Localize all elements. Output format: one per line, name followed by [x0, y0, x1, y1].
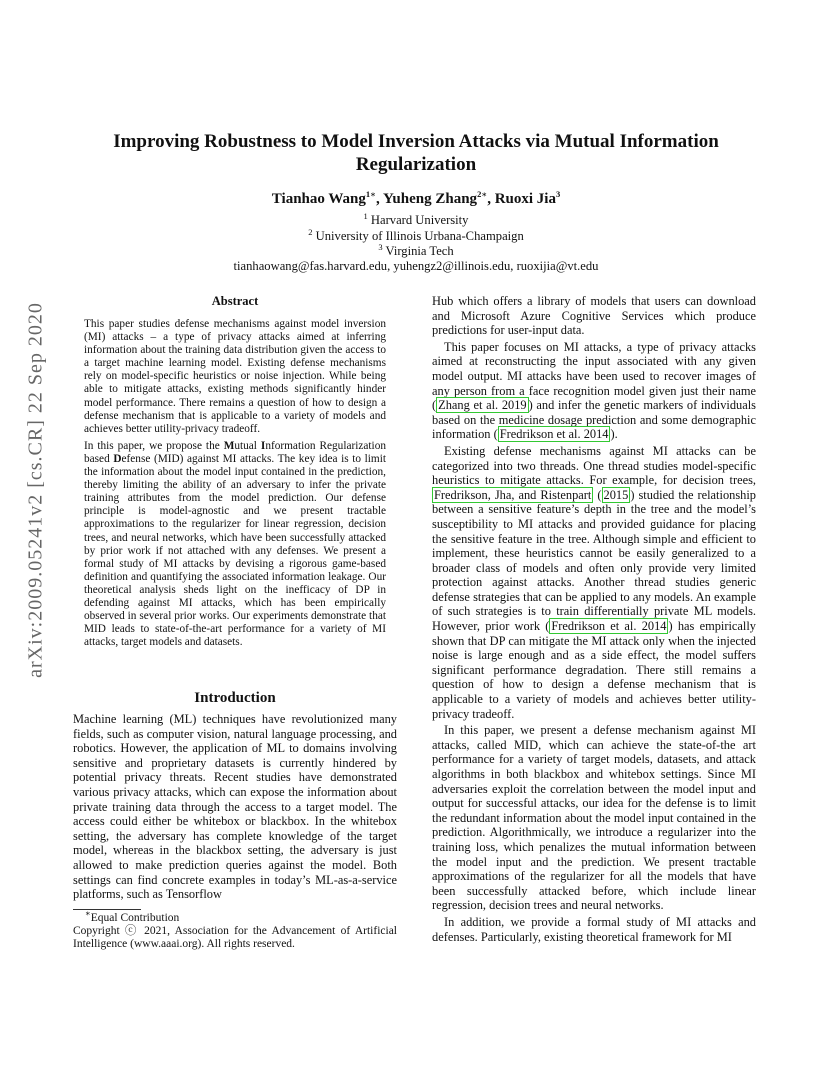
intro-text [73, 712, 397, 904]
affiliation-name: University of Illinois Urbana-Champaign [315, 229, 524, 243]
author-emails: tianhaowang@fas.harvard.edu, yuhengz2@illinois.edu, ruoxijia@vt.edu [233, 259, 599, 273]
affiliation [90, 241, 742, 259]
abstract-heading: Abstract [211, 294, 259, 308]
body-paragraph: Hub which offers a library of models that users can download and Microsoft Azure Cognitive Services which produce predictions for user-input data. [432, 294, 756, 338]
author-name: Tianhao Wang [271, 191, 366, 207]
body-paragraph: This paper focuses on MI attacks, a type of privacy attacks aimed at reconstructing the input associated with any given model output. MI attacks have been used to recover images of any person from a face recognition model given just their name ( Zhang et al. 2019 ) and infer the genetic markers of individuals based on the medicine dosage prediction and some demographic information ( Fredrikson et al. 2014 ). [432, 339, 756, 442]
arxiv-identifier: arXiv:2009.05241v2 [cs.CR] 22 Sep 2020 [24, 302, 47, 678]
author-mark: 2∗ [477, 189, 488, 199]
affiliation-name: Harvard University [370, 213, 469, 227]
abstract-paragraph: This paper studies defense mechanisms against model inversion (MI) attacks – a type of privacy attacks aimed at inferring information about the training data distribution given the access to a target machine learning model. Existing defense mechanisms rely on model-specific heuristics or noise injection. While being able to mitigate attacks, existing methods significantly hinder model performance. There remains a question of how to design a defense mechanism that is applicable to a variety of models and achieves better utility-privacy tradeoff. [84, 318, 386, 435]
author-mark: 3 [555, 189, 561, 199]
affiliation-mark: 1 [363, 210, 368, 221]
footnote-equal-contribution: ∗Equal Contribution [85, 908, 180, 924]
abstract-body [73, 318, 397, 653]
citation-link[interactable]: Fredrikson et al. 2014 [551, 619, 667, 634]
author-list: Tianhao Wang$^{1∗}$, Yuheng Zhang$^{2∗}$, Ruoxi Jia$^3$ [271, 189, 561, 207]
body-paragraph: Machine learning (ML) techniques have revolutionized many fields, such as computer vision, natural language processing, and robotics. However, the application of ML to domains involving sensitive and proprietary datasets is currently hindered by potential privacy threats. Recent studies have demonstrated various privacy attacks, which can expose the information about private training data through the access to a target model. The access could either be whitebox or blackbox. In the whitebox setting, the adversary has complete knowledge of the target model, whereas in the blackbox setting, the adversary is just allowed to make prediction queries against the model. Both settings can find concrete examples in today’s ML-as-a-service platforms, such as Tensorflow [73, 712, 397, 902]
citation-link[interactable]: Zhang et al. 2019 [438, 398, 527, 413]
author-name: Ruoxi Jia [494, 191, 556, 207]
author-name: Yuheng Zhang [382, 191, 478, 207]
body-paragraph: Existing defense mechanisms against MI attacks can be categorized into two threads. One thread studies model-specific heuristics to mitigate attacks. For example, for decision trees, Fredrikson, Jha, and Ristenpart ( 2015 ) studied the relationship between a sensitive feature’s depth in the tree and the model’s susceptibility to MI attacks and provided guidance for placing the sensitive feature in the tree. Although simple and efficient to implement, these heuristics cannot be easily generalized to a broader class of models and often only provide very limited protection against attacks. Another thread studies generic defense strategies that can be applied to any models. An example of such strategies is to train differentially private ML models. However, prior work ( Fredrikson et al. 2014 ) has empirically shown that DP can mitigate the MI attack only when the injected noise is large enough and as a side effect, the model suffers significant performance degradation. There still remains a question of how to design a defense mechanism that is applicable to a variety of models and achieves better utility-privacy tradeoff. [432, 443, 756, 721]
citation-link[interactable]: Fredrikson, Jha, and Ristenpart [434, 487, 592, 502]
footnote-rule [73, 909, 141, 910]
citation-link[interactable]: Fredrikson et al. 2014 [499, 427, 609, 442]
author-mark: 1∗ [365, 189, 377, 199]
right-column [432, 294, 756, 946]
affiliation [90, 226, 742, 244]
section-heading: Introduction [194, 690, 276, 706]
affiliation-mark: 3 [378, 241, 383, 252]
affiliation-mark: 2 [308, 226, 313, 237]
citation-link[interactable]: 2015 [603, 487, 629, 502]
abstract-paragraph: In this paper, we propose the Mutual Information Regularization based Defense (MID) against MI attacks. The key idea is to limit the information about the model input contained in the prediction, thereby limiting the ability of an adversary to infer the private training attributes from the model prediction. Our defense principle is model-agnostic and we present tractable approximations to the regularizer for linear regression, decision trees, and neural networks, which have been successfully attacked by prior work if not attached with any defenses. We present a formal study of MI attacks by devising a rigorous game-based definition and quantifying the associated information leakage. Our theoretical analysis sheds light on the inefficacy of DP in defending against MI attacks, which has been empirically observed in several prior works. Our experiments demonstrate that MID leads to state-of-the-art performance for a variety of MI attacks, target models and datasets. [84, 439, 386, 649]
arxiv-sidebar [12, 290, 60, 690]
body-paragraph: In addition, we provide a formal study of MI attacks and defenses. Particularly, existing theoretical framework for MI [432, 914, 756, 944]
body-paragraph: In this paper, we present a defense mechanism against MI attacks, called MID, which can achieve the state-of-the art performance for a variety of target models, datasets, and attack algorithms in both blackbox and whitebox settings. Since MI adversaries exploit the correlation between the model input and output for successful attacks, our idea for the defense is to limit the redundant information about the model input contained in the prediction. Algorithmically, we introduce a regularizer into the training loss, which penalizes the mutual information between the model input and the prediction. We present tractable approximations of the regularizer for all the models that have been successfully attacked before, which include linear regression, decision trees and neural networks. [432, 723, 756, 913]
paper-title: Improving Robustness to Model Inversion Attacks via Mutual Information Regularization [113, 131, 719, 175]
affiliation [90, 210, 742, 228]
copyright-notice: Copyright ⓒ 2021, Association for the Advancement of Artificial Intelligence (www.aaai.org). All rights reserved. [73, 925, 397, 951]
footnotes [73, 908, 397, 952]
affiliation-name: Virginia Tech [385, 244, 454, 258]
